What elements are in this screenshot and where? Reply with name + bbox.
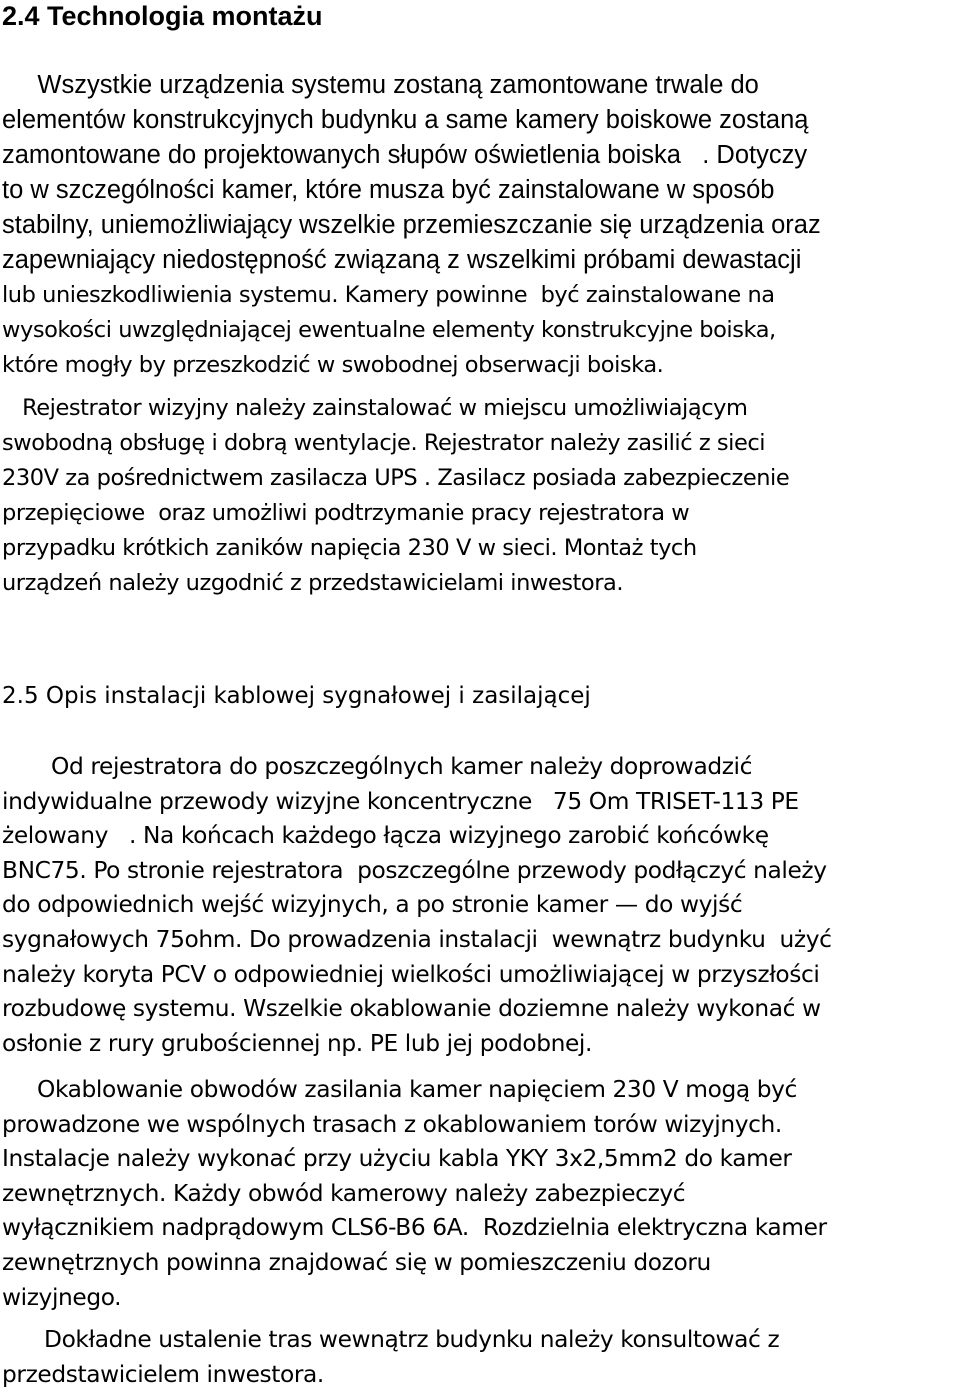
text-line: swobodną obsługę i dobrą wentylacje. Rejestrator należy zasilić z sieci [2,430,766,456]
text-line: lub unieszkodliwienia systemu. Kamery powinne być zainstalowane na [2,282,775,308]
paragraph-recorder-installation [2,391,960,601]
text-line: stabilny, uniemożliwiający wszelkie przemieszczanie się urządzenia oraz [2,211,821,239]
text-line: należy koryta PCV o odpowiedniej wielkości umożliwiającej w przyszłości [2,960,820,988]
text-line: do odpowiednich wejść wizyjnych, a po stronie kamer — do wyjść [2,891,743,919]
text-line: zewnętrznych. Każdy obwód kamerowy należy zabezpieczyć [2,1179,686,1207]
text-line: Okablowanie obwodów zasilania kamer napięciem 230 V mogą być [2,1076,797,1103]
paragraph-mounting-technology [2,68,960,383]
text-line: które mogły by przeszkodzić w swobodnej obserwacji boiska. [2,352,664,378]
text-line: sygnałowych 75ohm. Do prowadzenia instalacji wewnątrz budynku użyć [2,925,832,953]
text-line: wizyjnego. [2,1283,122,1311]
text-line: zapewniający niedostępność związaną z wszelkimi próbami dewastacji [2,246,802,274]
text-line: Dokładne ustalenie tras wewnątrz budynku należy konsultować z [2,1326,780,1353]
paragraph-route-consultation [2,1323,960,1392]
paragraph-video-cabling [2,750,960,1061]
text-line: indywidualne przewody wizyjne koncentryczne 75 Om TRISET-113 PE [2,787,799,815]
text-line: przepięciowe oraz umożliwi podtrzymanie pracy rejestratora w [2,500,690,526]
paragraph-power-cabling [2,1073,960,1315]
text-line: żelowany . Na końcach każdego łącza wizyjnego zarobić końcówkę [2,822,769,850]
text-line: rozbudowę systemu. Wszelkie okablowanie doziemne należy wykonać w [2,995,821,1023]
text-line: Wszystkie urządzenia systemu zostaną zamontowane trwale do [2,71,759,99]
text-line: Rejestrator wizyjny należy zainstalować w miejscu umożliwiającym [2,395,748,421]
text-line: przypadku krótkich zaników napięcia 230 V w sieci. Montaż tych [2,535,697,561]
text-line: zewnętrznych powinna znajdować się w pomieszczeniu dozoru [2,1248,711,1276]
text-line: osłonie z rury grubościennej np. PE lub jej podobnej. [2,1029,592,1057]
text-line: prowadzone we wspólnych trasach z okablowaniem torów wizyjnych. [2,1110,782,1138]
text-line: przedstawicielem inwestora. [2,1360,324,1388]
text-line: Od rejestratora do poszczególnych kamer należy doprowadzić [2,753,753,780]
text-line: urządzeń należy uzgodnić z przedstawicielami inwestora. [2,570,624,596]
text-line: wysokości uwzględniającej ewentualne elementy konstrukcyjne boiska, [2,317,776,343]
section-heading-cable-installation: 2.5 Opis instalacji kablowej sygnałowej i zasilającej [2,683,591,709]
section-heading-technologia-montazu: 2.4 Technologia montażu [2,1,323,31]
text-line: BNC75. Po stronie rejestratora poszczególne przewody podłączyć należy [2,856,827,884]
text-line: to w szczególności kamer, które musza być zainstalowane w sposób [2,176,775,204]
text-line: 230V za pośrednictwem zasilacza UPS . Zasilacz posiada zabezpieczenie [2,465,790,491]
text-line: elementów konstrukcyjnych budynku a same kamery boiskowe zostaną [2,106,809,134]
text-line: Instalacje należy wykonać przy użyciu kabla YKY 3x2,5mm2 do kamer [2,1145,792,1173]
text-line: zamontowane do projektowanych słupów oświetlenia boiska . Dotyczy [2,141,808,169]
text-line: wyłącznikiem nadprądowym CLS6-B6 6A. Rozdzielnia elektryczna kamer [2,1214,827,1242]
